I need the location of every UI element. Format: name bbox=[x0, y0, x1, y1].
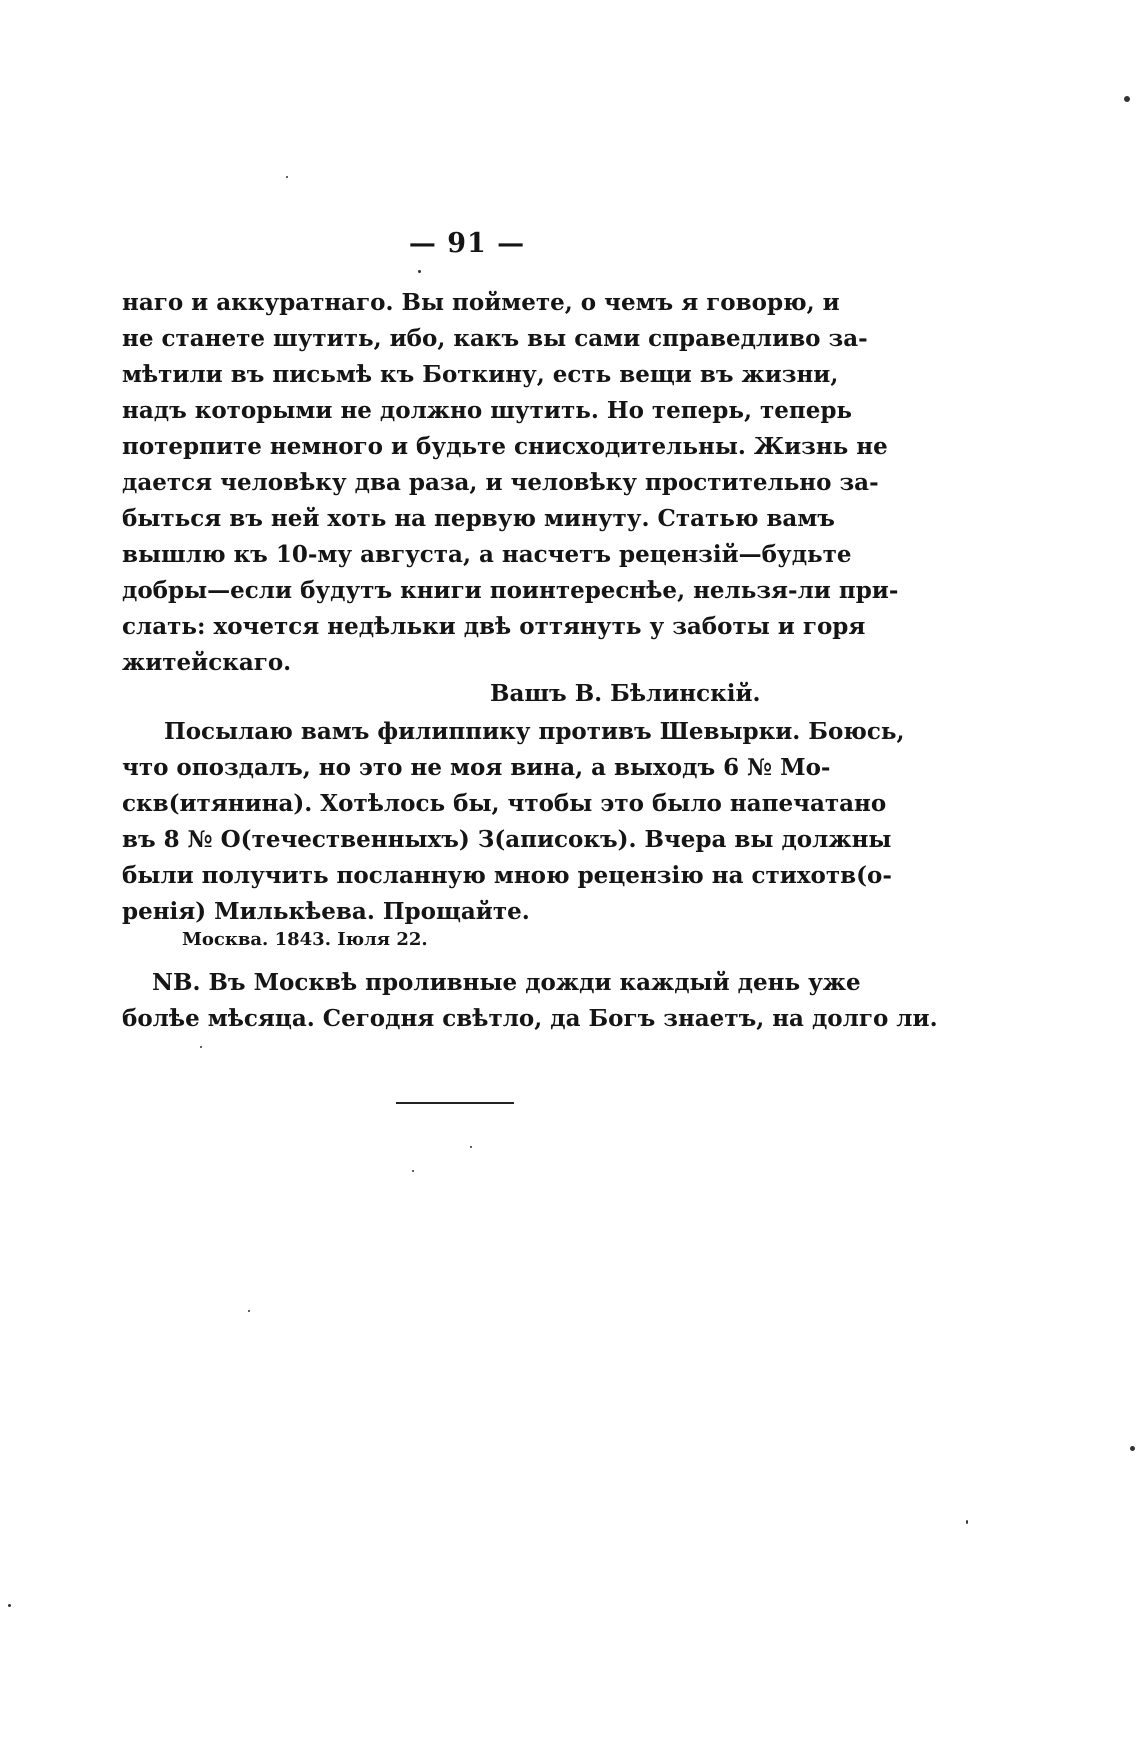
text-line: дается человѣку два раза, и человѣку простительно за- bbox=[122, 469, 879, 496]
text-line: скв(итянина). Хотѣлось бы, чтобы это было напечатано bbox=[122, 790, 887, 817]
text-line: мѣтили въ письмѣ къ Боткину, есть вещи въ жизни, bbox=[122, 361, 839, 388]
scan-speck bbox=[470, 1146, 472, 1148]
date-line: Москва. 1843. Іюля 22. bbox=[182, 929, 428, 950]
text-line: ренія) Милькѣева. Прощайте. bbox=[122, 898, 530, 925]
text-line: житейскаго. bbox=[122, 649, 292, 676]
section-divider bbox=[396, 1102, 514, 1104]
text-line: были получить посланную мною рецензію на стихотв(о- bbox=[122, 862, 892, 889]
text-line: не станете шутить, ибо, какъ вы сами справедливо за- bbox=[122, 325, 868, 352]
text-line: вышлю къ 10-му августа, а насчетъ рецензій—будьте bbox=[122, 541, 852, 568]
scan-speck bbox=[286, 176, 288, 178]
letter-text bbox=[122, 285, 899, 681]
scan-speck bbox=[966, 1520, 968, 1524]
text-line: слать: хочется недѣльки двѣ оттянуть у заботы и горя bbox=[122, 613, 866, 640]
text-line: наго и аккуратнаго. Вы поймете, о чемъ я говорю, и bbox=[122, 289, 840, 316]
text-line: болѣе мѣсяца. Сегодня свѣтло, да Богъ знаетъ, на долго ли. bbox=[122, 1005, 938, 1032]
scan-speck bbox=[248, 1310, 250, 1312]
text-line: потерпите немного и будьте снисходительны. Жизнь не bbox=[122, 433, 888, 460]
text-line: добры—если будутъ книги поинтереснѣе, нельзя-ли при- bbox=[122, 577, 899, 604]
text-line: быться въ ней хоть на первую минуту. Статью вамъ bbox=[122, 505, 835, 532]
text-line: въ 8 № О(течественныхъ) З(аписокъ). Вчера вы должны bbox=[122, 826, 892, 853]
text-line: что опоздалъ, но это не моя вина, а выходъ 6 № Мо- bbox=[122, 754, 831, 781]
page-number: — 91 — bbox=[408, 228, 526, 259]
nb-note bbox=[122, 965, 938, 1037]
text-line: NB. Въ Москвѣ проливные дожди каждый день уже bbox=[152, 969, 861, 996]
text-line: надъ которыми не должно шутить. Но теперь, теперь bbox=[122, 397, 853, 424]
text-line: Посылаю вамъ филиппику противъ Шевырки. Боюсь, bbox=[164, 718, 905, 745]
scan-speck bbox=[418, 270, 421, 273]
scan-speck bbox=[412, 1170, 414, 1172]
signature: Вашъ В. Бѣлинскій. bbox=[490, 680, 761, 707]
postscript-text bbox=[122, 714, 905, 930]
scan-speck bbox=[8, 1604, 11, 1607]
scan-speck bbox=[1124, 96, 1130, 102]
scan-speck bbox=[1130, 1446, 1135, 1451]
scan-speck bbox=[200, 1046, 202, 1048]
